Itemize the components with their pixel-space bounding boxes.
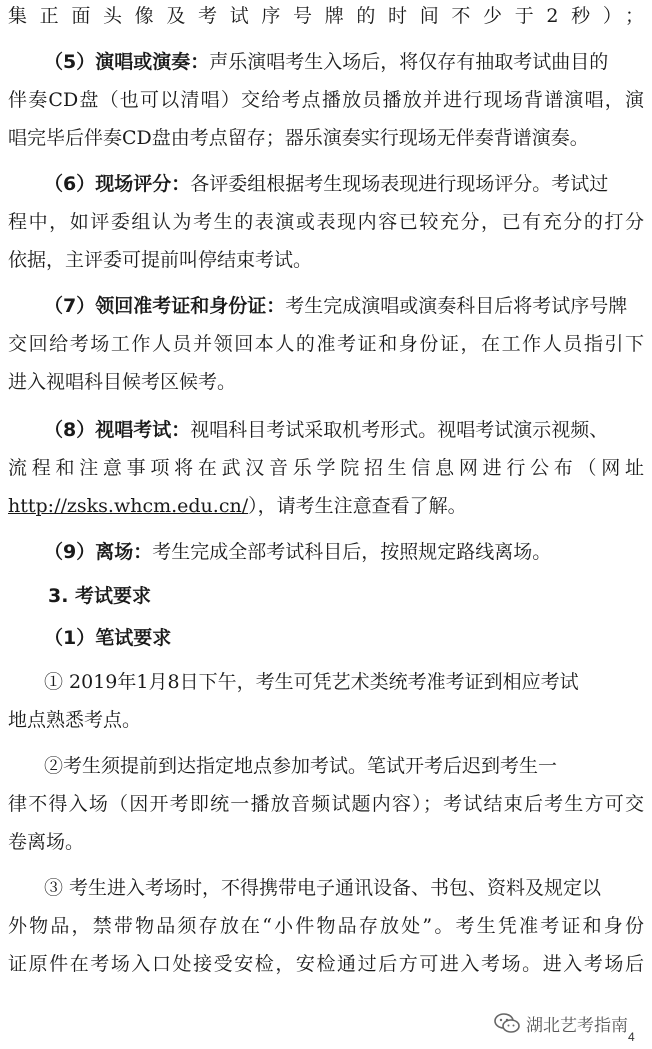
text-line: 律不得入场（因开考即统一播放音频试题内容）；考试结束后考生方可交 (8, 793, 644, 815)
item-8-text: 视唱科目考试采取机考形式。视唱考试演示视频、 (190, 419, 609, 441)
item-8 (44, 418, 644, 442)
text-line: ① 2019年1月8日下午，考生可凭艺术类统考准考证到相应考试 (44, 671, 579, 693)
text-line: 伴奏CD盘（也可以清唱）交给考点播放员播放并进行现场背谱演唱，演 (8, 89, 644, 111)
item-7-heading: （7）领回准考证和身份证： (44, 295, 286, 317)
item-6-text: 各评委组根据考生现场表现进行现场评分。考试过 (190, 173, 609, 195)
item-6-heading: （6）现场评分： (44, 173, 191, 195)
text-line: 唱完毕后伴奏CD盘由考点留存；器乐演奏实行现场无伴奏背谱演奏。 (8, 127, 589, 149)
item-6 (44, 172, 644, 196)
text-line: 流程和注意事项将在武汉音乐学院招生信息网进行公布（网址 (8, 457, 644, 479)
text-line: 依据，主评委可提前叫停结束考试。 (8, 249, 313, 271)
text-line: 交回给考场工作人员并领回本人的准考证和身份证，在工作人员指引下 (8, 333, 644, 355)
text-line: 外物品，禁带物品须存放在“小件物品存放处”。考生凭准考证和身份 (8, 915, 644, 937)
text-fragment: ），请考生注意查看了解。 (248, 495, 467, 517)
item-9-heading: （9）离场： (44, 541, 153, 563)
text-line: 证原件在考场入口处接受安检，安检通过后方可进入考场。进入考场后 (8, 953, 644, 975)
item-8-heading: （8）视唱考试： (44, 419, 191, 441)
item-9-text: 考生完成全部考试科目后，按照规定路线离场。 (152, 541, 552, 563)
watermark-logo (494, 1010, 628, 1036)
watermark-text: 湖北艺考指南 (526, 1015, 628, 1036)
text-line: 地点熟悉考点。 (8, 709, 142, 731)
text-line: 进入视唱科目候考区候考。 (8, 371, 237, 393)
text-line: 程中，如评委组认为考生的表演或表现内容已较充分，已有充分的打分 (8, 211, 644, 233)
text-line: 卷离场。 (8, 831, 85, 853)
wechat-icon (494, 1012, 520, 1034)
item-5 (44, 50, 644, 74)
admissions-url-link[interactable]: http://zsks.whcm.edu.cn/ (8, 495, 249, 517)
item-7-text: 考生完成演唱或演奏科目后将考试序号牌 (285, 295, 628, 317)
page-number: 4 (628, 1030, 635, 1044)
text-line: ②考生须提前到达指定地点参加考试。笔试开考后迟到考生一 (44, 755, 558, 777)
text-line: 集正面头像及考试序号牌的时间不少于2秒）； (8, 5, 644, 27)
item-5-heading: （5）演唱或演奏： (44, 51, 210, 73)
text-line: ③ 考生进入考场时，不得携带电子通讯设备、书包、资料及规定以 (44, 877, 602, 899)
section-3-heading: 3. 考试要求 (48, 585, 152, 607)
item-7 (44, 294, 644, 318)
item-9 (44, 540, 644, 564)
subsection-1-heading: （1）笔试要求 (44, 627, 172, 649)
text-line (8, 494, 644, 518)
item-5-text: 声乐演唱考生入场后，将仅存有抽取考试曲目的 (209, 51, 609, 73)
